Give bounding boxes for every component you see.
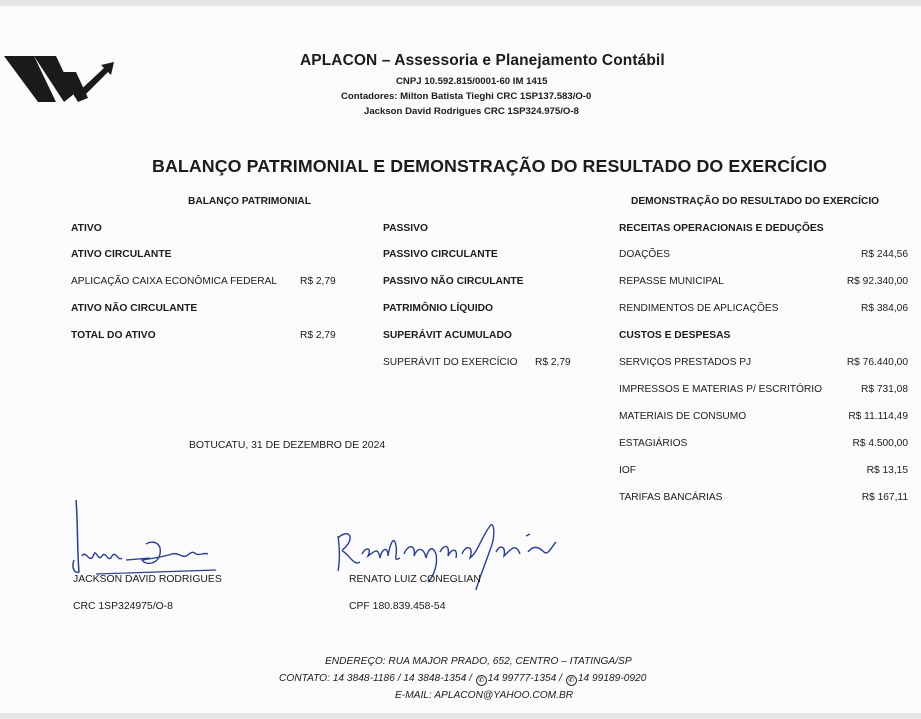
contadores-line-2: Jackson David Rodrigues CRC 1SP324.975/O-8 bbox=[364, 106, 579, 117]
whatsapp-icon: ✆ bbox=[566, 675, 577, 686]
total-ativo-label: TOTAL DO ATIVO bbox=[71, 330, 156, 341]
superavit-acumulado: SUPERÁVIT ACUMULADO bbox=[383, 330, 512, 341]
footer-address: ENDEREÇO: RUA MAJOR PRADO, 652, CENTRO – ITATINGA/SP bbox=[325, 656, 632, 667]
document-date: BOTUCATU, 31 DE DEZEMBRO DE 2024 bbox=[189, 440, 386, 451]
dre-row-value: R$ 76.440,00 bbox=[846, 357, 908, 368]
patrimonio-liquido: PATRIMÔNIO LÍQUIDO bbox=[383, 303, 494, 314]
receitas-heading: RECEITAS OPERACIONAIS E DEDUÇÕES bbox=[619, 223, 824, 234]
passivo-circulante: PASSIVO CIRCULANTE bbox=[383, 249, 498, 260]
dre-row-value: R$ 4.500,00 bbox=[852, 438, 908, 449]
dre-row-label: ESTAGIÁRIOS bbox=[619, 438, 688, 449]
superavit-exercicio-value: R$ 2,79 bbox=[535, 357, 571, 368]
superavit-exercicio-label: SUPERÁVIT DO EXERCÍCIO bbox=[383, 357, 518, 368]
dre-row-label: IOF bbox=[619, 465, 636, 476]
document-page bbox=[0, 6, 921, 713]
dre-row-value: R$ 244,56 bbox=[860, 249, 908, 260]
dre-row-value: R$ 13,15 bbox=[866, 465, 908, 476]
signature-right-registration: CPF 180.839.458-54 bbox=[349, 601, 446, 612]
footer-whatsapp-2: 14 99189-0920 bbox=[577, 673, 647, 684]
signature-renato-icon bbox=[330, 496, 560, 606]
dre-row-value: R$ 167,11 bbox=[861, 492, 908, 503]
passivo-nao-circulante: PASSIVO NÃO CIRCULANTE bbox=[383, 276, 524, 287]
whatsapp-icon: ✆ bbox=[476, 675, 487, 686]
dre-row-label: IMPRESSOS E MATERIAS P/ ESCRITÓRIO bbox=[619, 384, 823, 395]
dre-row-label: RENDIMENTOS DE APLICAÇÕES bbox=[619, 303, 779, 314]
signature-left-registration: CRC 1SP324975/O-8 bbox=[73, 601, 173, 612]
contadores-line-1: Contadores: Milton Batista Tieghi CRC 1SP137.583/O-0 bbox=[341, 91, 592, 102]
dre-row-label: TARIFAS BANCÁRIAS bbox=[619, 492, 723, 503]
balanco-title: BALANÇO PATRIMONIAL bbox=[188, 196, 311, 207]
dre-row-value: R$ 731,08 bbox=[860, 384, 908, 395]
dre-row-value: R$ 384,06 bbox=[860, 303, 908, 314]
dre-row-label: MATERIAIS DE CONSUMO bbox=[619, 411, 747, 422]
dre-row-value: R$ 92.340,00 bbox=[846, 276, 908, 287]
ativo-circulante: ATIVO CIRCULANTE bbox=[71, 249, 172, 260]
passivo-heading: PASSIVO bbox=[383, 223, 429, 234]
aplacon-logo-icon bbox=[4, 46, 128, 104]
footer-email: E-MAIL: APLACON@YAHOO.COM.BR bbox=[395, 690, 574, 701]
dre-row-value: R$ 11.114,49 bbox=[848, 411, 908, 422]
signature-jackson-icon bbox=[66, 494, 226, 582]
dre-row-label: DOAÇÕES bbox=[619, 249, 670, 260]
footer-whatsapp-1: 14 99777-1354 / bbox=[487, 673, 562, 684]
total-ativo-value: R$ 2,79 bbox=[300, 330, 336, 341]
aplicacao-value: R$ 2,79 bbox=[300, 276, 336, 287]
dre-title: DEMONSTRAÇÃO DO RESULTADO DO EXERCÍCIO bbox=[631, 196, 880, 207]
aplicacao-label: APLICAÇÃO CAIXA ECONÔMICA FEDERAL bbox=[71, 276, 278, 287]
dre-row-label: SERVIÇOS PRESTADOS PJ bbox=[619, 357, 752, 368]
company-cnpj: CNPJ 10.592.815/0001-60 IM 1415 bbox=[396, 76, 548, 87]
signature-left-name: JACKSON DAVID RODRIGUES bbox=[73, 574, 222, 585]
document-title: BALANÇO PATRIMONIAL E DEMONSTRAÇÃO DO RESULTADO DO EXERCÍCIO bbox=[152, 156, 828, 176]
ativo-nao-circulante: ATIVO NÃO CIRCULANTE bbox=[71, 303, 198, 314]
footer-contact-phones: CONTATO: 14 3848-1186 / 14 3848-1354 / bbox=[279, 673, 472, 684]
signature-right-name: RENATO LUIZ CONEGLIAN bbox=[349, 574, 481, 585]
dre-row-label: REPASSE MUNICIPAL bbox=[619, 276, 724, 287]
ativo-heading: ATIVO bbox=[71, 223, 102, 234]
footer-contact bbox=[279, 673, 646, 686]
custos-heading: CUSTOS E DESPESAS bbox=[619, 330, 731, 341]
company-name: APLACON – Assessoria e Planejamento Contábil bbox=[300, 52, 665, 69]
